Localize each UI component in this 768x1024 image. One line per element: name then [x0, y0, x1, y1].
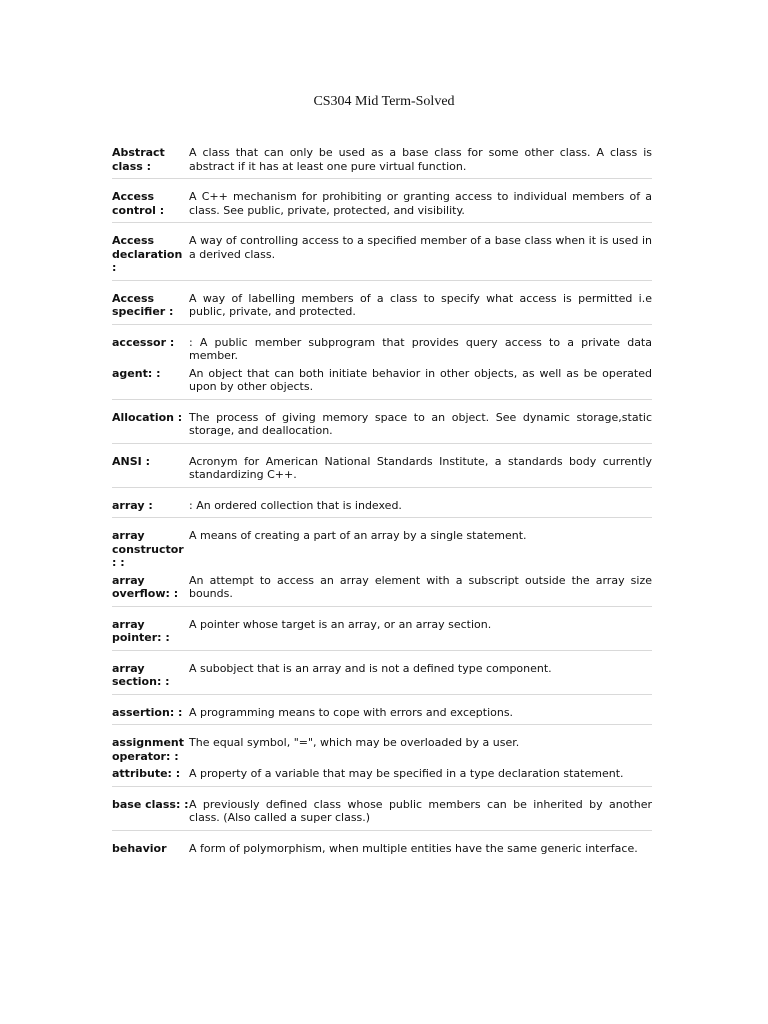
glossary-definition: A means of creating a part of an array by a single statement.: [189, 529, 527, 542]
glossary-definition: The process of giving memory space to an object. See dynamic storage,static storage, and deallocation.: [189, 410, 652, 437]
glossary-entry: [112, 336, 652, 365]
glossary-term: accessor :: [112, 335, 175, 349]
glossary-term: ANSI :: [112, 454, 150, 468]
glossary-entry: [112, 367, 652, 400]
glossary-definition: Acronym for American National Standards Institute, a standards body currently standardizing C++.: [189, 454, 652, 481]
glossary-definition: A class that can only be used as a base class for some other class. A class is abstract if it has at least one pure virtual function.: [189, 146, 652, 173]
glossary-entry: [112, 574, 652, 607]
glossary-term: Access control :: [112, 190, 165, 217]
glossary-definition: : A public member subprogram that provides query access to a private data member.: [189, 335, 652, 362]
glossary-entry: [112, 736, 652, 765]
glossary-entry: [112, 411, 652, 444]
glossary-entry: [112, 499, 652, 519]
glossary-entry: [112, 706, 652, 726]
glossary-term: agent: :: [112, 366, 161, 380]
glossary-term: Access declaration :: [112, 234, 183, 274]
glossary-entry: [112, 662, 652, 695]
glossary-definition: A pointer whose target is an array, or an array section.: [189, 617, 492, 631]
page-title: CS304 Mid Term-Solved: [313, 94, 455, 109]
glossary-term: attribute: :: [112, 767, 181, 780]
glossary-entry: [112, 798, 652, 831]
glossary-term: base class: :: [112, 797, 189, 811]
glossary-term: array :: [112, 498, 153, 512]
glossary-term: array constructor : :: [112, 529, 184, 569]
glossary-term: assertion: :: [112, 705, 183, 719]
glossary-entry: [112, 842, 652, 856]
glossary-entry: [112, 767, 652, 787]
glossary-entry: [112, 455, 652, 488]
glossary-definition: The equal symbol, "=", which may be overloaded by a user.: [189, 736, 520, 749]
glossary-entry: [112, 146, 652, 179]
glossary-definition: An object that can both initiate behavior in other objects, as well as be operated upon by other objects.: [189, 366, 652, 393]
glossary-term: Access specifier :: [112, 291, 174, 318]
glossary-definition: A way of labelling members of a class to specify what access is permitted i.e public, private, and protected.: [189, 291, 652, 318]
glossary-term: behavior: [112, 841, 167, 855]
glossary-definition: A programming means to cope with errors and exceptions.: [189, 705, 514, 719]
glossary-term: Abstract class :: [112, 146, 165, 173]
glossary-definition: A way of controlling access to a specified member of a base class when it is used in a derived class.: [189, 234, 652, 261]
glossary-entry: [112, 529, 652, 572]
glossary-definition: A previously defined class whose public members can be inherited by another class. (Also called a super class.): [189, 797, 652, 824]
glossary-term: array overflow: :: [112, 573, 179, 600]
glossary-definition: A C++ mechanism for prohibiting or granting access to individual members of a class. See public, private, protected, and visibility.: [189, 190, 652, 217]
glossary-term: array pointer: :: [112, 617, 170, 644]
glossary-term: assignment operator: :: [112, 736, 185, 763]
glossary-entry: [112, 234, 652, 281]
glossary-definition: A subobject that is an array and is not a defined type component.: [189, 661, 552, 675]
glossary-term: Allocation :: [112, 410, 183, 424]
glossary-entry: [112, 190, 652, 223]
glossary-list: [112, 146, 652, 855]
glossary-definition: : An ordered collection that is indexed.: [189, 498, 402, 512]
glossary-definition: An attempt to access an array element with a subscript outside the array size bounds.: [189, 573, 652, 600]
glossary-term: array section: :: [112, 661, 170, 688]
glossary-definition: A form of polymorphism, when multiple entities have the same generic interface.: [189, 841, 638, 855]
glossary-definition: A property of a variable that may be specified in a type declaration statement.: [189, 767, 624, 780]
glossary-entry: [112, 618, 652, 651]
glossary-entry: [112, 292, 652, 325]
